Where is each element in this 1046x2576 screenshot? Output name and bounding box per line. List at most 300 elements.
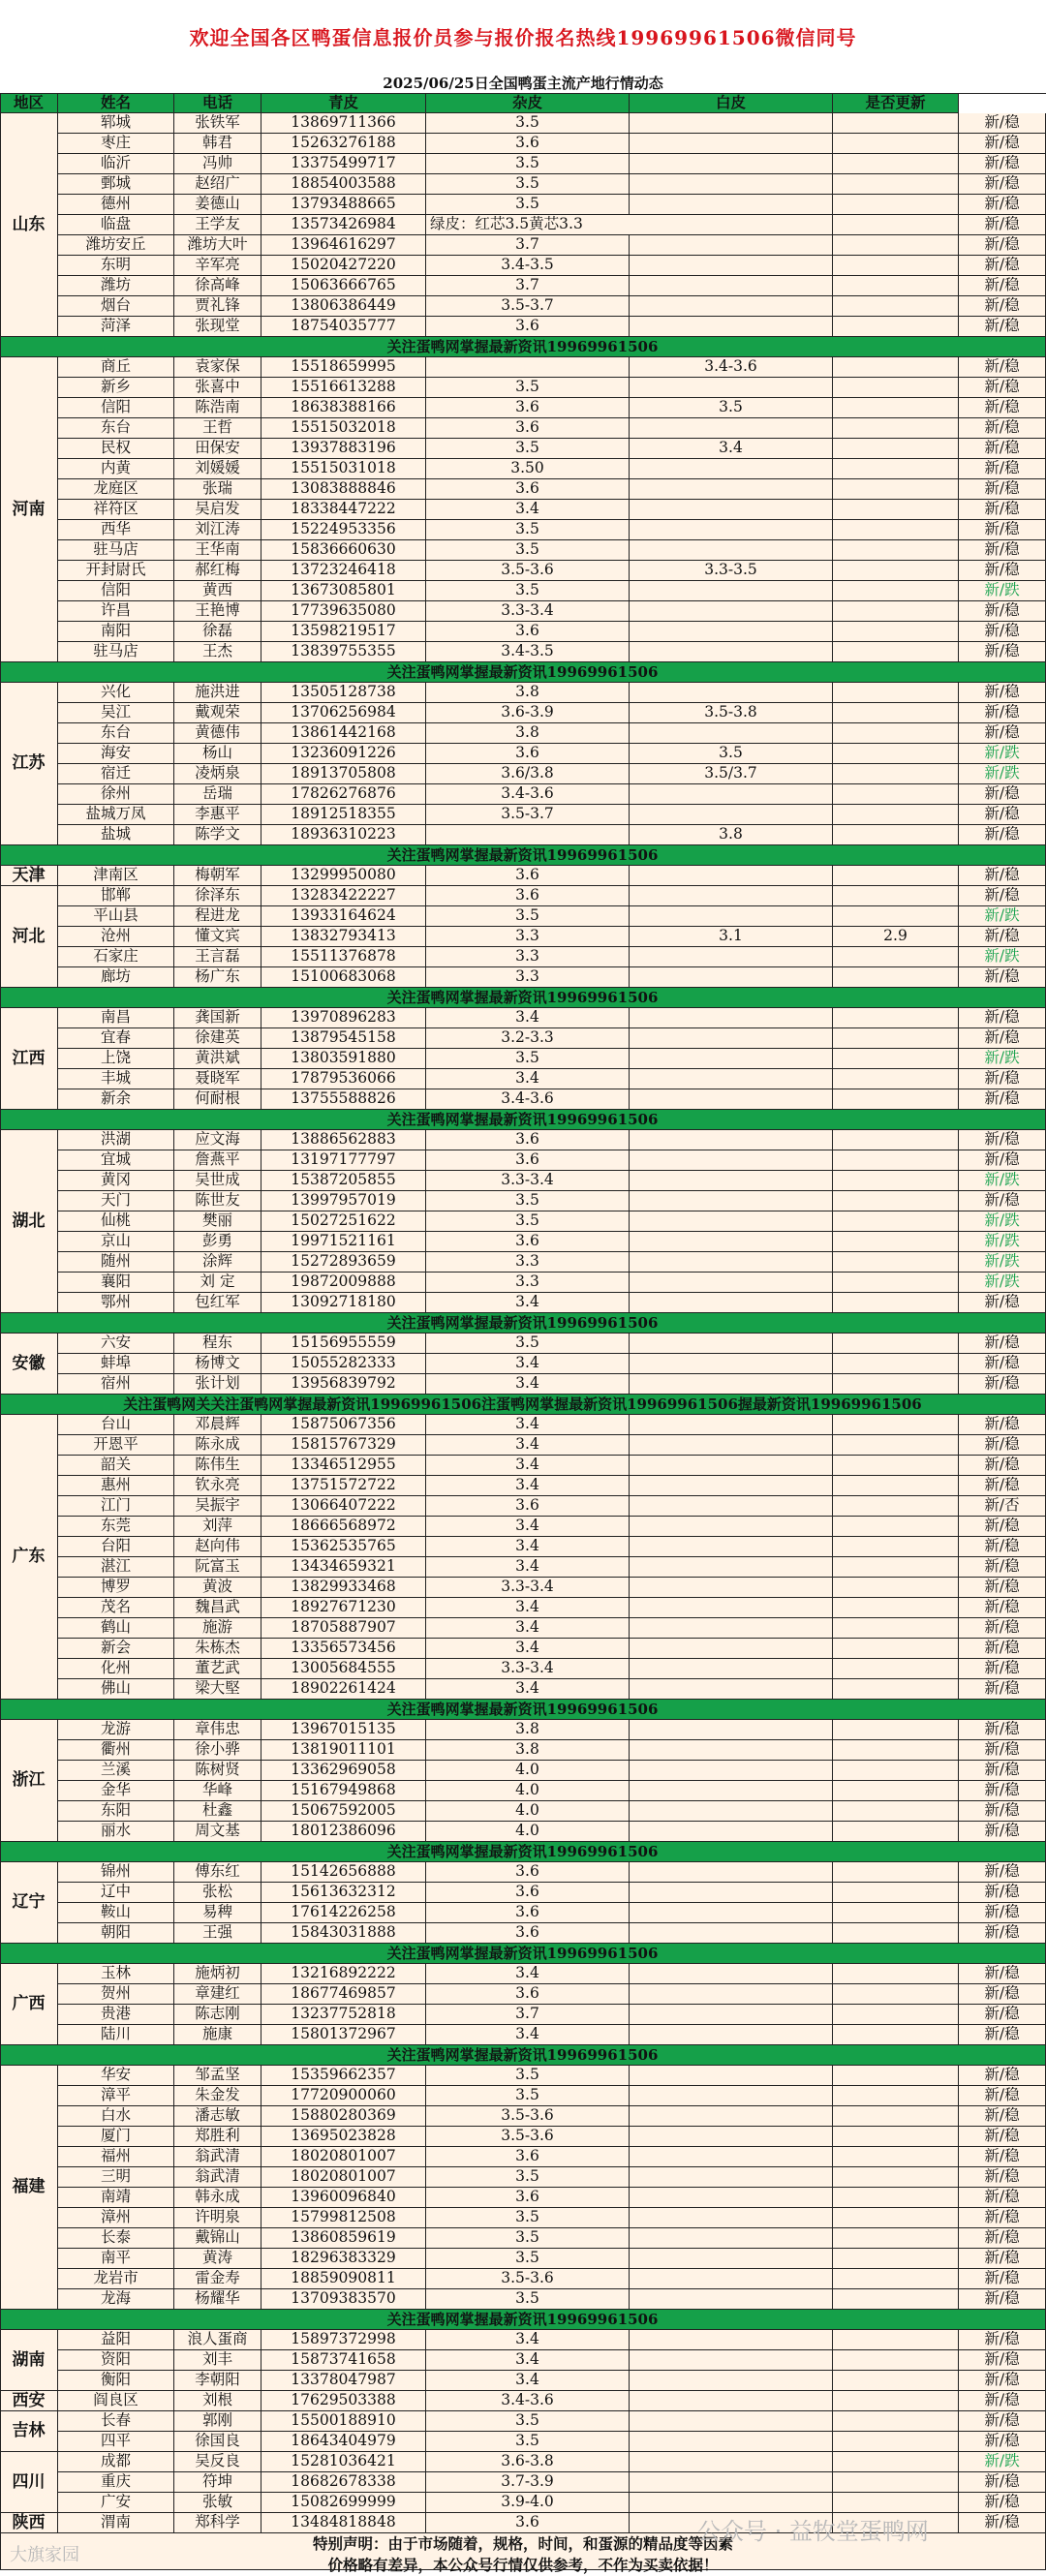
city-cell: 吴江 — [58, 703, 174, 723]
green-shell-price: 3.8 — [426, 683, 630, 703]
city-cell: 仙桃 — [58, 1211, 174, 1232]
phone-cell: 15067592005 — [262, 1801, 426, 1822]
white-shell-price — [833, 520, 959, 540]
white-shell-price — [833, 1191, 959, 1211]
mixed-shell-price — [630, 1801, 833, 1822]
green-shell-price: 3.5 — [426, 2167, 630, 2188]
green-shell-price: 4.0 — [426, 1801, 630, 1822]
name-cell: 郝红梅 — [174, 561, 262, 581]
mixed-shell-price — [630, 1720, 833, 1740]
white-shell-price — [833, 1862, 959, 1883]
mixed-shell-price — [630, 2249, 833, 2269]
white-shell-price — [833, 195, 959, 215]
phone-cell: 13709383570 — [262, 2289, 426, 2310]
update-status: 新/稳 — [959, 1069, 1046, 1089]
phone-cell: 13706256984 — [262, 703, 426, 723]
green-shell-price: 3.4-3.6 — [426, 2391, 630, 2411]
white-shell-price — [833, 2127, 959, 2147]
mixed-shell-price: 3.8 — [630, 825, 833, 845]
region-cell: 河南 — [0, 357, 58, 662]
city-cell: 菏泽 — [58, 317, 174, 337]
name-cell: 郑科学 — [174, 2513, 262, 2533]
section-separator: 关注蛋鸭网掌握最新资讯19969961506 — [0, 337, 1046, 357]
phone-cell: 15873741658 — [262, 2350, 426, 2371]
update-status: 新/跌 — [959, 744, 1046, 764]
white-shell-price — [833, 1984, 959, 2005]
mixed-shell-price — [630, 1984, 833, 2005]
update-status: 新/稳 — [959, 2066, 1046, 2086]
white-shell-price — [833, 113, 959, 134]
phone-cell: 13723246418 — [262, 561, 426, 581]
name-cell: 符坤 — [174, 2472, 262, 2493]
green-shell-price: 3.5 — [426, 520, 630, 540]
white-shell-price — [833, 1069, 959, 1089]
phone-cell: 15880280369 — [262, 2106, 426, 2127]
update-status: 新/稳 — [959, 2147, 1046, 2167]
name-cell: 陈伟生 — [174, 1456, 262, 1476]
update-status: 新/稳 — [959, 195, 1046, 215]
green-shell-price: 3.5 — [426, 2249, 630, 2269]
phone-cell: 13829933468 — [262, 1578, 426, 1598]
city-cell: 衢州 — [58, 1740, 174, 1761]
column-header: 电话 — [174, 93, 262, 113]
update-status: 新/稳 — [959, 723, 1046, 744]
city-cell: 成都 — [58, 2452, 174, 2472]
region-cell: 吉林 — [0, 2411, 58, 2452]
mixed-shell-price: 3.4 — [630, 439, 833, 459]
white-shell-price — [833, 886, 959, 906]
city-cell: 宜春 — [58, 1028, 174, 1049]
city-cell: 新余 — [58, 1089, 174, 1110]
green-shell-price: 3.6 — [426, 1862, 630, 1883]
city-cell: 临盘 — [58, 215, 174, 235]
phone-cell: 15100683068 — [262, 967, 426, 988]
name-cell: 朱金发 — [174, 2086, 262, 2106]
green-shell-price: 3.4 — [426, 1069, 630, 1089]
white-shell-price — [833, 2432, 959, 2452]
city-cell: 朝阳 — [58, 1923, 174, 1944]
phone-cell: 13819011101 — [262, 1740, 426, 1761]
update-status: 新/稳 — [959, 2513, 1046, 2533]
city-cell: 化州 — [58, 1659, 174, 1679]
region-cell: 江苏 — [0, 683, 58, 845]
name-cell: 吴反良 — [174, 2452, 262, 2472]
white-shell-price — [833, 378, 959, 398]
white-shell-price — [833, 1273, 959, 1293]
city-cell: 许昌 — [58, 601, 174, 622]
city-cell: 玉林 — [58, 1964, 174, 1984]
mixed-shell-price — [630, 2147, 833, 2167]
green-shell-price: 3.3 — [426, 947, 630, 967]
green-shell-price: 4.0 — [426, 1761, 630, 1781]
white-shell-price — [833, 601, 959, 622]
city-cell: 东阳 — [58, 1801, 174, 1822]
city-cell: 西华 — [58, 520, 174, 540]
mixed-shell-price — [630, 154, 833, 174]
name-cell: 邹孟坚 — [174, 2066, 262, 2086]
phone-cell: 18912518355 — [262, 805, 426, 825]
green-shell-price — [426, 825, 630, 845]
name-cell: 黄洪斌 — [174, 1049, 262, 1069]
white-shell-price — [833, 1089, 959, 1110]
white-shell-price — [833, 1374, 959, 1395]
green-shell-price: 3.4 — [426, 2371, 630, 2391]
update-status: 新/跌 — [959, 947, 1046, 967]
phone-cell: 18020801007 — [262, 2167, 426, 2188]
phone-cell: 13375499717 — [262, 154, 426, 174]
green-shell-price: 3.6-3.8 — [426, 2452, 630, 2472]
white-shell-price — [833, 540, 959, 561]
update-status: 新/稳 — [959, 1923, 1046, 1944]
white-shell-price — [833, 439, 959, 459]
phone-cell: 15500188910 — [262, 2411, 426, 2432]
update-status: 新/稳 — [959, 1150, 1046, 1171]
update-status: 新/跌 — [959, 906, 1046, 927]
phone-cell: 17629503388 — [262, 2391, 426, 2411]
name-cell: 吴世成 — [174, 1171, 262, 1191]
white-shell-price — [833, 2228, 959, 2249]
mixed-shell-price — [630, 1618, 833, 1639]
city-cell: 龙岩市 — [58, 2269, 174, 2289]
name-cell: 袁家保 — [174, 357, 262, 378]
name-cell: 詹燕平 — [174, 1150, 262, 1171]
mixed-shell-price — [630, 2025, 833, 2045]
phone-cell: 13378047987 — [262, 2371, 426, 2391]
city-cell: 鄄城 — [58, 174, 174, 195]
white-shell-price — [833, 1720, 959, 1740]
city-cell: 邯郸 — [58, 886, 174, 906]
phone-cell: 18682678338 — [262, 2472, 426, 2493]
white-shell-price — [833, 1049, 959, 1069]
green-shell-price: 3.4 — [426, 2350, 630, 2371]
name-cell: 杨山 — [174, 744, 262, 764]
update-status: 新/稳 — [959, 520, 1046, 540]
name-cell: 张瑞 — [174, 479, 262, 500]
mixed-shell-price: 3.5 — [630, 398, 833, 418]
city-cell: 兴化 — [58, 683, 174, 703]
city-cell: 辽中 — [58, 1883, 174, 1903]
name-cell: 陈树贤 — [174, 1761, 262, 1781]
phone-cell: 13434659321 — [262, 1557, 426, 1578]
white-shell-price — [833, 2391, 959, 2411]
mixed-shell-price — [630, 2472, 833, 2493]
green-shell-price: 3.6 — [426, 866, 630, 886]
mixed-shell-price — [630, 1496, 833, 1517]
mixed-shell-price — [630, 1781, 833, 1801]
phone-cell: 17720900060 — [262, 2086, 426, 2106]
region-cell: 安徽 — [0, 1334, 58, 1395]
update-status: 新/稳 — [959, 622, 1046, 642]
mixed-shell-price — [630, 2167, 833, 2188]
phone-cell: 13505128738 — [262, 683, 426, 703]
city-cell: 民权 — [58, 439, 174, 459]
city-cell: 鞍山 — [58, 1903, 174, 1923]
mixed-shell-price — [630, 967, 833, 988]
name-cell: 翁武清 — [174, 2147, 262, 2167]
city-cell: 六安 — [58, 1334, 174, 1354]
phone-cell: 13695023828 — [262, 2127, 426, 2147]
phone-cell: 13839755355 — [262, 642, 426, 662]
city-cell: 锦州 — [58, 1862, 174, 1883]
mixed-shell-price — [630, 1740, 833, 1761]
phone-cell: 13803591880 — [262, 1049, 426, 1069]
name-cell: 施游 — [174, 1618, 262, 1639]
city-cell: 渭南 — [58, 2513, 174, 2533]
city-cell: 韶关 — [58, 1456, 174, 1476]
phone-cell: 15843031888 — [262, 1923, 426, 1944]
name-cell: 涂辉 — [174, 1252, 262, 1273]
name-cell: 陈浩南 — [174, 398, 262, 418]
name-cell: 戴锦山 — [174, 2228, 262, 2249]
mixed-shell-price — [630, 2371, 833, 2391]
region-cell: 浙江 — [0, 1720, 58, 1842]
green-shell-price: 3.4 — [426, 1639, 630, 1659]
name-cell: 黄波 — [174, 1578, 262, 1598]
green-shell-price: 3.4-3.6 — [426, 784, 630, 805]
phone-cell: 19872009888 — [262, 1273, 426, 1293]
white-shell-price — [833, 2493, 959, 2513]
phone-cell: 13956839792 — [262, 1374, 426, 1395]
update-status: 新/稳 — [959, 1781, 1046, 1801]
update-status: 新/稳 — [959, 1537, 1046, 1557]
white-shell-price — [833, 1557, 959, 1578]
city-cell: 新乡 — [58, 378, 174, 398]
name-cell: 徐磊 — [174, 622, 262, 642]
phone-cell: 13970896283 — [262, 1008, 426, 1028]
name-cell: 徐国良 — [174, 2432, 262, 2452]
city-cell: 开封尉氏 — [58, 561, 174, 581]
phone-cell: 15359662357 — [262, 2066, 426, 2086]
name-cell: 徐高峰 — [174, 276, 262, 296]
recruit-banner: 欢迎全国各区鸭蛋信息报价员参与报价报名热线19969961506微信同号 — [189, 25, 857, 49]
white-shell-price — [833, 134, 959, 154]
city-cell: 烟台 — [58, 296, 174, 317]
name-cell: 陈学文 — [174, 825, 262, 845]
region-cell: 湖北 — [0, 1130, 58, 1313]
name-cell: 田保安 — [174, 439, 262, 459]
city-cell: 沧州 — [58, 927, 174, 947]
name-cell: 梁大堅 — [174, 1679, 262, 1700]
city-cell: 龙游 — [58, 1720, 174, 1740]
name-cell: 潍坊大叶 — [174, 235, 262, 256]
city-cell: 丰城 — [58, 1069, 174, 1089]
mixed-shell-price — [630, 1008, 833, 1028]
white-shell-price — [833, 581, 959, 601]
green-shell-price: 3.4 — [426, 2025, 630, 2045]
green-shell-price: 3.3-3.4 — [426, 1578, 630, 1598]
city-cell: 石家庄 — [58, 947, 174, 967]
update-status: 新/稳 — [959, 398, 1046, 418]
city-cell: 厦门 — [58, 2127, 174, 2147]
mixed-shell-price — [630, 1211, 833, 1232]
city-cell: 东台 — [58, 418, 174, 439]
phone-cell: 15897372998 — [262, 2330, 426, 2350]
green-shell-price: 3.3 — [426, 967, 630, 988]
mixed-shell-price — [630, 134, 833, 154]
update-status: 新/稳 — [959, 378, 1046, 398]
name-cell: 施洪进 — [174, 683, 262, 703]
name-cell: 章伟忠 — [174, 1720, 262, 1740]
mixed-shell-price — [630, 418, 833, 439]
city-cell: 阎良区 — [58, 2391, 174, 2411]
white-shell-price — [833, 479, 959, 500]
green-shell-price: 3.4 — [426, 1415, 630, 1435]
name-cell: 徐小骅 — [174, 1740, 262, 1761]
green-shell-price: 3.4 — [426, 1537, 630, 1557]
name-cell: 陈志刚 — [174, 2005, 262, 2025]
update-status: 新/跌 — [959, 581, 1046, 601]
white-shell-price — [833, 1232, 959, 1252]
phone-cell: 13362969058 — [262, 1761, 426, 1781]
phone-cell: 15055282333 — [262, 1354, 426, 1374]
phone-cell: 18677469857 — [262, 1984, 426, 2005]
mixed-shell-price: 3.3-3.5 — [630, 561, 833, 581]
update-status: 新/稳 — [959, 601, 1046, 622]
mixed-shell-price — [630, 1517, 833, 1537]
green-shell-price: 3.4 — [426, 1435, 630, 1456]
column-header: 姓名 — [58, 93, 174, 113]
phone-cell: 13005684555 — [262, 1659, 426, 1679]
green-shell-price: 3.3-3.4 — [426, 1171, 630, 1191]
name-cell: 程进龙 — [174, 906, 262, 927]
phone-cell: 15272893659 — [262, 1252, 426, 1273]
update-status: 新/稳 — [959, 1354, 1046, 1374]
mixed-shell-price: 3.5-3.8 — [630, 703, 833, 723]
green-shell-price: 3.6 — [426, 2513, 630, 2533]
name-cell: 钦永亮 — [174, 1476, 262, 1496]
mixed-shell-price — [630, 459, 833, 479]
name-cell: 黄德伟 — [174, 723, 262, 744]
phone-cell: 13299950080 — [262, 866, 426, 886]
mixed-shell-price: 3.1 — [630, 927, 833, 947]
green-shell-price: 3.5 — [426, 906, 630, 927]
phone-cell: 13237752818 — [262, 2005, 426, 2025]
mixed-shell-price — [630, 1557, 833, 1578]
name-cell: 赵绍广 — [174, 174, 262, 195]
white-shell-price — [833, 1578, 959, 1598]
city-cell: 贺州 — [58, 1984, 174, 2005]
update-status: 新/稳 — [959, 1191, 1046, 1211]
region-cell: 江西 — [0, 1008, 58, 1110]
name-cell: 邓晨辉 — [174, 1415, 262, 1435]
green-shell-price: 3.7 — [426, 235, 630, 256]
name-cell: 王杰 — [174, 642, 262, 662]
name-cell: 杨广东 — [174, 967, 262, 988]
name-cell: 张铁军 — [174, 113, 262, 134]
name-cell: 吴启发 — [174, 500, 262, 520]
mixed-shell-price — [630, 1883, 833, 1903]
update-status: 新/稳 — [959, 1964, 1046, 1984]
white-shell-price — [833, 1740, 959, 1761]
mixed-shell-price — [630, 1537, 833, 1557]
phone-cell: 15815767329 — [262, 1435, 426, 1456]
phone-cell: 13860859619 — [262, 2228, 426, 2249]
city-cell: 陆川 — [58, 2025, 174, 2045]
mixed-shell-price — [630, 378, 833, 398]
phone-cell: 18936310223 — [262, 825, 426, 845]
mixed-shell-price — [630, 1232, 833, 1252]
green-shell-price: 3.4-3.6 — [426, 1089, 630, 1110]
phone-cell: 13216892222 — [262, 1964, 426, 1984]
city-cell: 博罗 — [58, 1578, 174, 1598]
name-cell: 施康 — [174, 2025, 262, 2045]
green-shell-price: 3.4 — [426, 1517, 630, 1537]
city-cell: 东明 — [58, 256, 174, 276]
region-cell: 陕西 — [0, 2513, 58, 2533]
watermark-account: 公众号 · 益牧堂蛋鸭网 — [697, 2518, 929, 2545]
phone-cell: 13598219517 — [262, 622, 426, 642]
mixed-shell-price — [630, 1374, 833, 1395]
white-shell-price — [833, 2025, 959, 2045]
white-shell-price — [833, 1639, 959, 1659]
white-shell-price — [833, 1822, 959, 1842]
white-shell-price — [833, 723, 959, 744]
phone-cell: 13197177797 — [262, 1150, 426, 1171]
name-cell: 翁武清 — [174, 2167, 262, 2188]
name-cell: 龚国新 — [174, 1008, 262, 1028]
city-cell: 金华 — [58, 1781, 174, 1801]
name-cell: 李朝阳 — [174, 2371, 262, 2391]
white-shell-price — [833, 2371, 959, 2391]
green-shell-price: 4.0 — [426, 1822, 630, 1842]
phone-cell: 18705887907 — [262, 1618, 426, 1639]
name-cell: 刘丰 — [174, 2350, 262, 2371]
city-cell: 龙海 — [58, 2289, 174, 2310]
mixed-shell-price — [630, 2127, 833, 2147]
white-shell-price — [833, 1903, 959, 1923]
update-status: 新/稳 — [959, 886, 1046, 906]
white-shell-price — [833, 276, 959, 296]
city-cell: 茂名 — [58, 1598, 174, 1618]
phone-cell: 18338447222 — [262, 500, 426, 520]
mixed-shell-price — [630, 1293, 833, 1313]
white-shell-price — [833, 1293, 959, 1313]
section-separator: 关注蛋鸭网掌握最新资讯19969961506 — [0, 1110, 1046, 1130]
name-cell: 杨耀华 — [174, 2289, 262, 2310]
update-status: 新/稳 — [959, 1130, 1046, 1150]
phone-cell: 18902261424 — [262, 1679, 426, 1700]
phone-cell: 13755588826 — [262, 1089, 426, 1110]
phone-cell: 13356573456 — [262, 1639, 426, 1659]
green-shell-price: 3.8 — [426, 1720, 630, 1740]
update-status: 新/稳 — [959, 1862, 1046, 1883]
name-cell: 彭勇 — [174, 1232, 262, 1252]
phone-cell: 13673085801 — [262, 581, 426, 601]
update-status: 新/稳 — [959, 174, 1046, 195]
city-cell: 开恩平 — [58, 1435, 174, 1456]
city-cell: 惠州 — [58, 1476, 174, 1496]
green-shell-price: 3.6 — [426, 886, 630, 906]
city-cell: 宿迁 — [58, 764, 174, 784]
mixed-shell-price — [630, 256, 833, 276]
white-shell-price — [833, 2086, 959, 2106]
update-status: 新/稳 — [959, 2086, 1046, 2106]
phone-cell: 15518659995 — [262, 357, 426, 378]
update-status: 新/稳 — [959, 1517, 1046, 1537]
region-cell: 天津 — [0, 866, 58, 886]
mixed-shell-price — [630, 2005, 833, 2025]
mixed-shell-price — [630, 540, 833, 561]
green-shell-price: 3.8 — [426, 1740, 630, 1761]
disclaimer-line: 特别声明：由于市场随着，规格，时间，和蛋源的精品度等因素 — [312, 2534, 733, 2553]
green-shell-price: 3.5-3.6 — [426, 561, 630, 581]
mixed-shell-price — [630, 2066, 833, 2086]
section-separator: 关注蛋鸭网掌握最新资讯19969961506 — [0, 2310, 1046, 2330]
green-shell-price: 3.4 — [426, 1293, 630, 1313]
white-shell-price — [833, 784, 959, 805]
column-header: 白皮 — [630, 93, 833, 113]
green-shell-price: 3.5 — [426, 2432, 630, 2452]
